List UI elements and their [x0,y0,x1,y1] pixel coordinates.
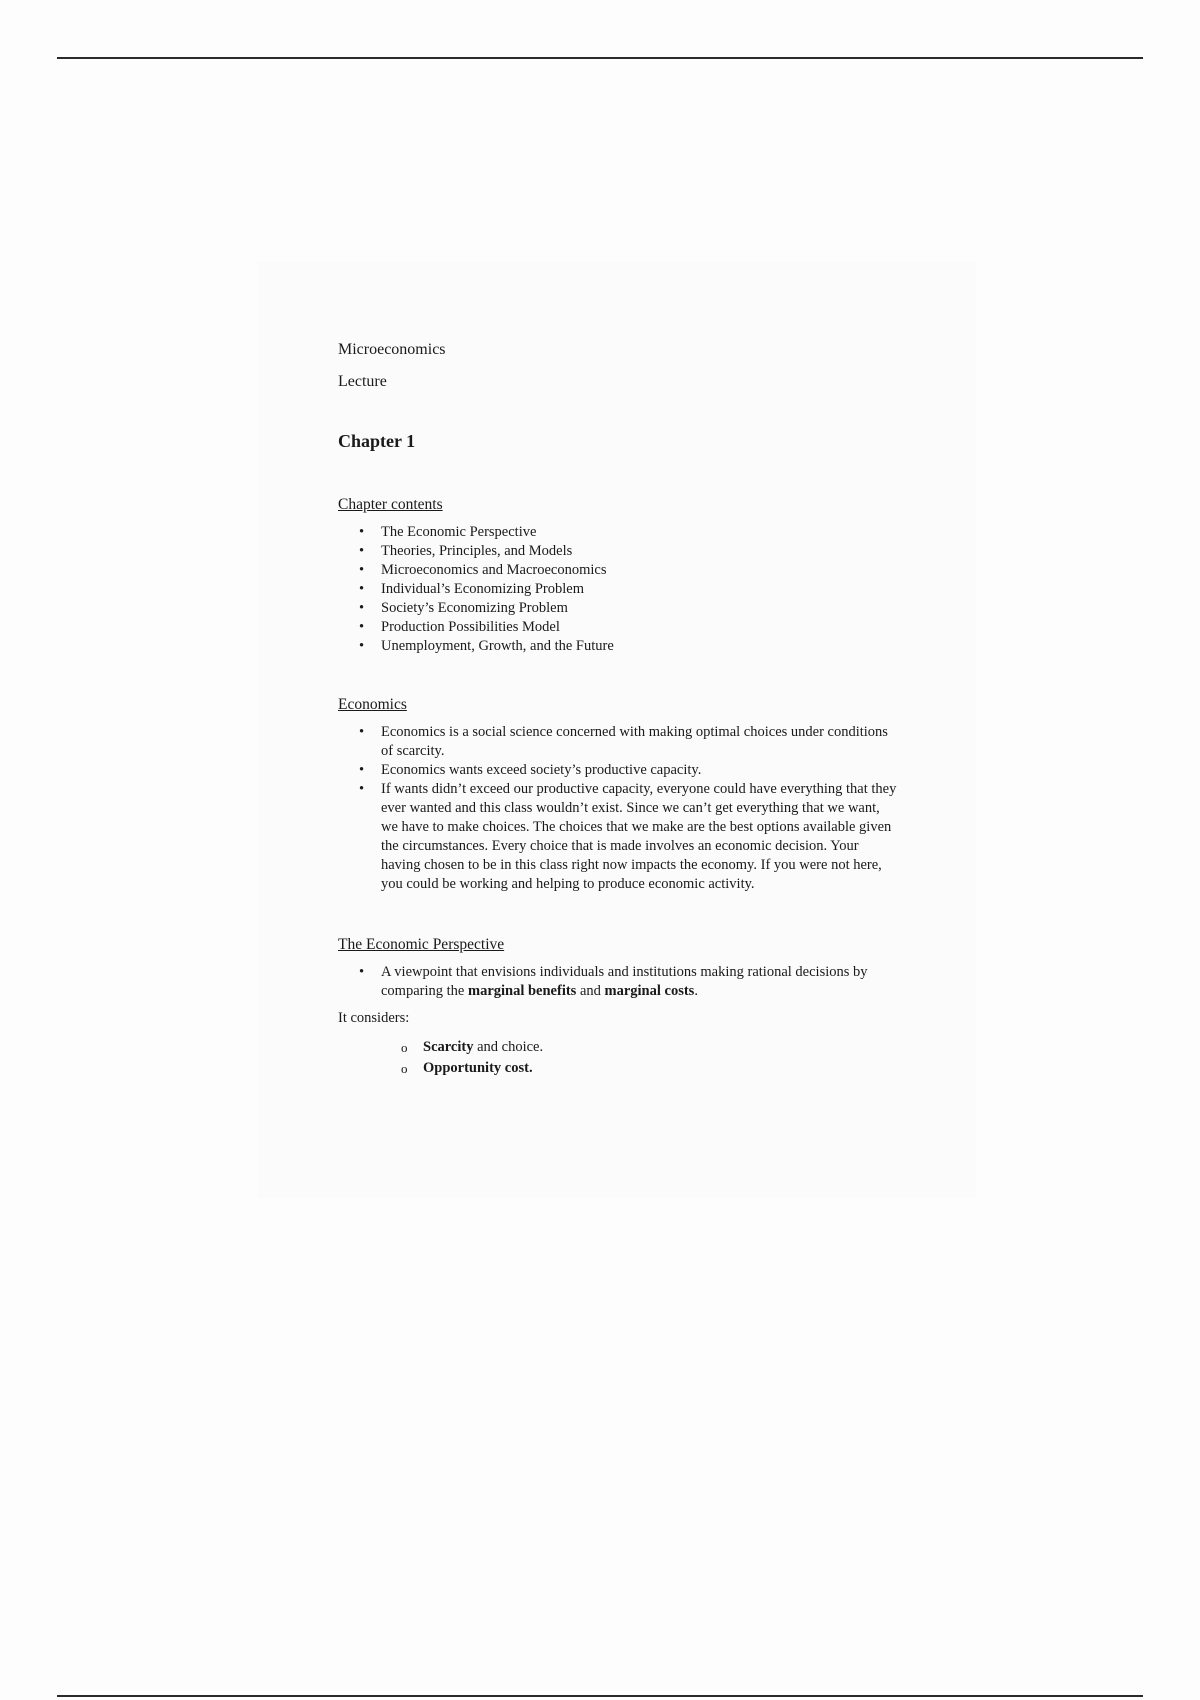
chapter-heading: Chapter 1 [338,431,416,451]
considers-label: It considers: [338,1010,410,1026]
bullet-icon: • [359,543,365,559]
bullet-icon: • [359,562,365,578]
list-item: • Economics is a social science concerned with making optimal choices under conditions of scarcity. [359,724,888,759]
course-title: Microeconomics [338,341,446,358]
list-item: o Opportunity cost. [423,1058,898,1079]
economics-list [338,723,898,894]
bottom-border-line [57,1695,1143,1697]
circle-bullet-icon: o [401,1061,408,1076]
list-item: o Scarcity and choice. [423,1037,898,1058]
bullet-icon: • [359,581,365,597]
bullet-icon: • [359,762,365,778]
circle-bullet-icon: o [401,1040,408,1055]
list-item: • Theories, Principles, and Models [359,543,573,559]
bullet-icon: • [359,724,365,740]
marginal-costs-term: marginal costs [604,983,695,999]
top-border-line [57,57,1143,59]
bullet-icon: • [359,524,365,540]
course-subtitle: Lecture [338,373,387,390]
considers-list [338,1037,898,1079]
bullet-icon: • [359,964,365,980]
contents-heading: Chapter contents [338,496,443,513]
list-item: • Economics wants exceed society’s productive capacity. [359,762,702,778]
bullet-icon: • [359,781,365,797]
contents-list [338,523,898,656]
list-item: • A viewpoint that envisions individuals and institutions making rational decisions by comparing the marginal benefits and marginal costs. [359,964,868,999]
bullet-icon: • [359,600,365,616]
list-item: • Unemployment, Growth, and the Future [359,638,614,654]
bullet-icon: • [359,638,365,654]
list-item: • Society’s Economizing Problem [359,600,568,616]
list-item: • Individual’s Economizing Problem [359,581,584,597]
perspective-list [338,963,898,1001]
economics-heading: Economics [338,696,407,713]
list-item: • If wants didn’t exceed our productive capacity, everyone could have everything that they ever wanted and this class wouldn’t exist. Since we can’t get everything that we want, we have to make choices. The choices that we make are the best options available given the circumstances. Every choice that is made involves an economic decision. Your having chosen to be in this class right now impacts the economy. If you were not here, you could be working and helping to produce economic activity. [359,781,897,892]
perspective-section [338,935,898,1079]
economics-section [338,695,898,894]
list-item: • Microeconomics and Macroeconomics [359,562,607,578]
document-body [338,340,898,1079]
bullet-icon: • [359,619,365,635]
list-item: • The Economic Perspective [359,524,537,540]
list-item: • Production Possibilities Model [359,619,560,635]
perspective-heading: The Economic Perspective [338,936,505,953]
marginal-benefits-term: marginal benefits [467,983,577,999]
contents-section [338,495,898,656]
